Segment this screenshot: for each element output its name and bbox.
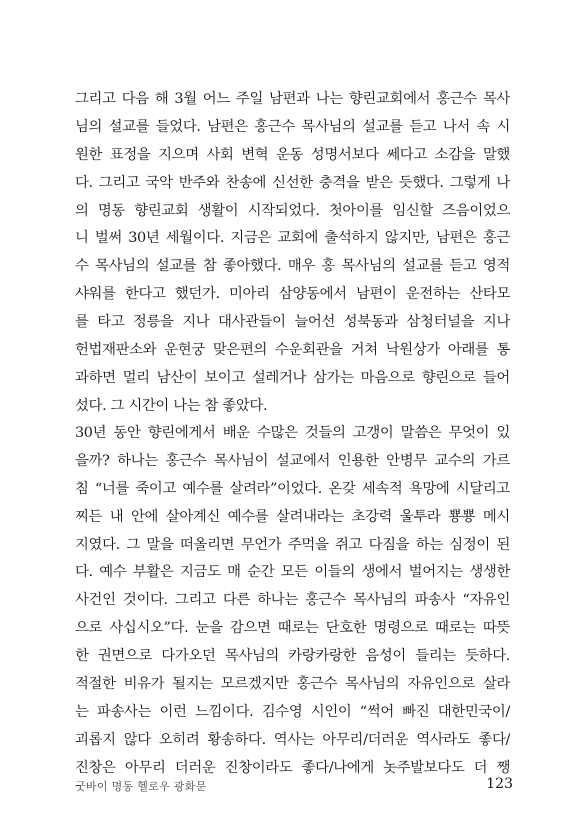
text-line: 으로 사십시오”다. 눈을 감으면 때로는 단호한 명령으로 때로는 따뜻 — [75, 620, 510, 637]
text-line: 진창은 아무리 더러운 진창이라도 좋다/나에게 놋주발보다도 더 쨍 — [75, 759, 510, 776]
text-line: 섰다. 그 시간이 나는 참 좋았다. — [75, 397, 268, 414]
text-line: 적절한 비유가 될지는 모르겠지만 홍근수 목사님의 자유인으로 살라 — [75, 676, 510, 693]
paragraph-2 — [75, 420, 510, 783]
text-line: 의 명동 향린교회 생활이 시작되었다. 첫아이를 임신할 즈음이었으 — [75, 202, 510, 219]
page-number: 123 — [486, 776, 513, 792]
text-line: 다. 그리고 국악 반주와 찬송에 신선한 충격을 받은 듯했다. 그렇게 나 — [75, 174, 510, 191]
text-line: 과하면 멀리 남산이 보이고 설레거나 삼가는 마음으로 향린으로 들어 — [75, 369, 510, 386]
text-line: 님의 설교를 들었다. 남편은 홍근수 목사님의 설교를 듣고 나서 속 시 — [75, 118, 510, 135]
running-title: 굿바이 명동 헬로우 광화문 — [75, 780, 207, 793]
page-footer — [75, 776, 513, 796]
text-line: 지였다. 그 말을 떠올리면 무언가 주먹을 쥐고 다짐을 하는 심정이 된 — [75, 536, 510, 553]
text-line: 헌법재판소와 운현궁 맞은편의 수운회관을 거쳐 낙원상가 아래를 통 — [75, 342, 510, 359]
text-line: 는 파송사는 이런 느낌이다. 김수영 시인이 “썩어 빠진 대한민국이/ — [75, 703, 510, 720]
text-line: 찌든 내 안에 살아계신 예수를 살려내라는 초강력 울투라 뿅뿅 메시 — [75, 508, 510, 525]
text-line: 사건인 것이다. 그리고 다른 하나는 홍근수 목사님의 파송사 “자유인 — [75, 592, 510, 609]
text-line: 원한 표정을 지으며 사회 변혁 운동 성명서보다 쎄다고 소감을 말했 — [75, 146, 510, 163]
paragraph-1 — [75, 86, 510, 421]
text-line: 침 “너를 죽이고 예수를 살려라”이었다. 온갖 세속적 욕망에 시달리고 — [75, 480, 510, 497]
text-line: 샤워를 한다고 했던가. 미아리 삼양동에서 남편이 운전하는 산타모 — [75, 286, 510, 303]
text-line: 30년 동안 향린에게서 배운 수많은 것들의 고갱이 말씀은 무엇이 있 — [75, 425, 510, 441]
text-line: 괴롭지 않다 오히려 황송하다. 역사는 아무리/더러운 역사라도 좋다/ — [75, 731, 510, 748]
text-line: 다. 예수 부활은 지금도 매 순간 모든 이들의 생에서 벌어지는 생생한 — [75, 564, 510, 581]
text-line: 수 목사님의 설교를 참 좋아했다. 매우 홍 목사님의 설교를 듣고 영적 — [75, 258, 510, 275]
text-line: 니 벌써 30년 세월이다. 지금은 교회에 출석하지 않지만, 남편은 홍근 — [75, 230, 510, 247]
text-line: 그리고 다음 해 3월 어느 주일 남편과 나는 향린교회에서 홍근수 목사 — [75, 91, 510, 107]
text-line: 한 권면으로 다가오던 목사님의 카랑카랑한 음성이 들리는 듯하다. — [75, 648, 510, 665]
text-line: 를 타고 정릉을 지나 대사관들이 늘어선 성북동과 삼청터널을 지나 — [75, 314, 510, 331]
text-line: 을까? 하나는 홍근수 목사님이 설교에서 인용한 안병무 교수의 가르 — [75, 452, 510, 469]
